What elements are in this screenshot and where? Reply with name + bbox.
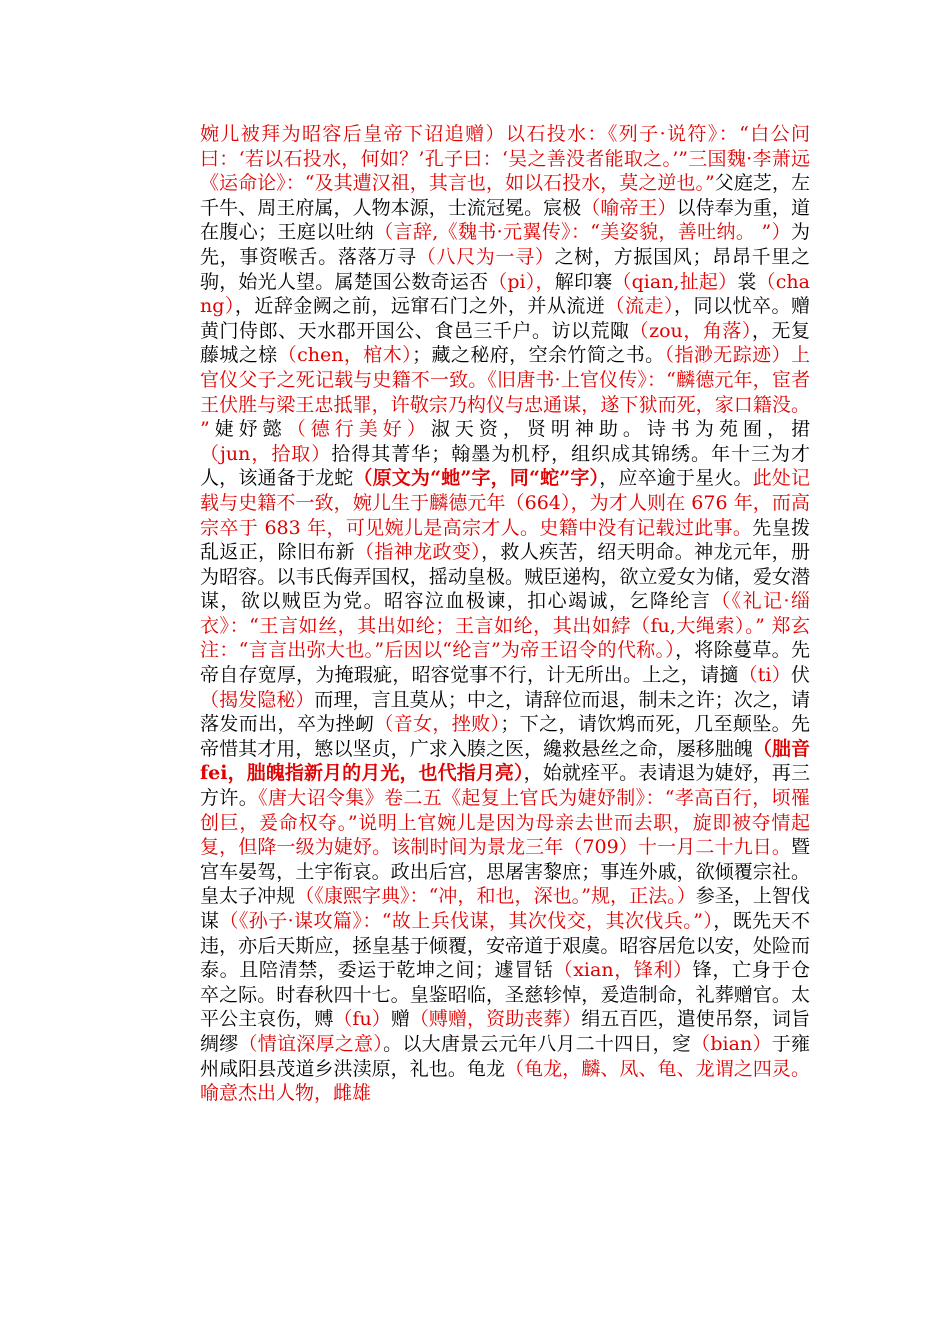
- body-text-segment: 锋，亡身于仓卒之际。时春秋四十七。皇鉴昭临，圣慈轸悼，爰造制命，礼葬赠官。太平公主哀伤，赙: [200, 959, 810, 1031]
- body-text-segment: 父庭芝，左千牛、周王府属，人物本源，士流冠冕。宸极: [200, 172, 810, 219]
- body-text-segment: ，无复藤城之榇: [200, 319, 810, 367]
- annotation-segment: （chen，棺木）: [277, 344, 413, 367]
- body-text-segment: 拾得其菁华；翰墨为机杼，组织成其锦绣。年十三为才人，该通备于龙蛇: [200, 442, 810, 490]
- annotated-epitaph-text: [200, 122, 810, 1106]
- body-text-segment: 而理，言且莫从；中之，请辞位而退，制未之许；次之，请落发而出，卒为挫衂: [200, 688, 810, 736]
- body-text-segment: ，应卒逾于星火。: [599, 467, 753, 490]
- body-text-segment: 。以大唐景云元年八月二十四日，窆: [383, 1032, 692, 1055]
- body-text-segment: 之树，方振国风；昂昂千里之驹，始光人望。属楚国公数奇运否: [200, 245, 810, 293]
- body-text-segment: 淑天资，贤明神助。诗书为苑囿，捃: [430, 418, 810, 441]
- annotation-segment: 婉儿被拜为昭容后皇帝下诏追赠）以石投水：《列子·说符》：“白公问曰：‘若以石投水，何如？’孔子曰：‘吴之善没者能取之。’”三国魏·李萧远《运命论》：“及其遭汉祖，其言也，如以石投水，莫之逆也。”: [200, 123, 810, 195]
- annotation-segment: （《礼记·缁衣》：“王言如丝，其出如纶；王言如纶，其出如綍（fu,大绳索）。” 郑玄 注：“言言出弥大也。”后因以“纶言”为帝王诏令的代称。）: [200, 590, 810, 662]
- annotation-segment: （音女，挫败）: [374, 713, 501, 736]
- body-text-segment: ，既先天不违，亦后天斯应，拯皇基于倾覆，安帝道于艰虞。昭容居危以安，处险而泰。且陪清禁，委运于乾坤之间；遽冒铦: [200, 910, 810, 982]
- annotation-segment: 此处记载与史籍不一致，婉儿生于麟德元年（664），为才人则在 676 年，而高宗卒于 683 年，可见婉儿是高宗才人。史籍中没有记载过此事。: [200, 467, 810, 539]
- annotation-segment: （chang）: [200, 270, 810, 318]
- annotation-segment: （言辞,《魏书·元翼传》：“美姿貌，善吐纳。 ”）: [374, 221, 791, 244]
- annotation-segment: （喻帝王）: [581, 196, 677, 219]
- annotation-segment: （龟龙，麟、凤、龟、龙谓之四灵。喻意杰出人物，雌雄: [200, 1057, 810, 1105]
- annotation-segment: （情谊深厚之意）: [238, 1032, 384, 1055]
- body-text-segment: 婕妤懿: [209, 418, 287, 441]
- annotation-segment: （ti）: [738, 664, 791, 687]
- body-text-segment: ，同以忧卒。赠黄门侍郎、天水郡开国公、食邑三千户。访以荒陬: [200, 295, 810, 342]
- body-text-segment: 为先，事资喉舌。落落万寻: [200, 221, 810, 268]
- body-text-segment: ，近辞金阙之前，远窜石门之外，并从流迸: [234, 295, 606, 318]
- body-text-segment: ，始就痊平。表请退为婕妤，再三方许。: [200, 762, 810, 810]
- body-text-segment: 裳: [737, 270, 757, 293]
- annotation-segment: （朏音 fei，朏魄指新月的月光，也代指月亮）: [200, 737, 810, 785]
- annotation-segment: （八尺为一寻）: [416, 245, 555, 268]
- body-text-segment: 于雍州咸阳县茂道乡洪渎原，礼也。龟龙: [200, 1032, 810, 1080]
- annotation-segment: （德行美好）: [286, 418, 431, 441]
- body-text-segment: ；藏之秘府，空余竹简之书。: [412, 344, 665, 367]
- body-text-segment: 绢五百匹，遣使吊祭，词旨绸缪: [200, 1008, 810, 1055]
- body-text-segment: ，救人疾苦，绍天明命。神龙元年，册为昭容。以韦氏侮弄国权，摇动皇极。贼臣递构，欲立爱女为储，爱女潜谋，欲以贼臣为党。昭容泣血极谏，扣心竭诚，乞降纶言: [200, 541, 810, 613]
- body-text-segment: 赠: [390, 1008, 410, 1031]
- annotation-segment: （原文为“虵”字，同“蛇”字）: [353, 467, 600, 490]
- body-text-segment: ；下之，请饮鸩而死，几至颠坠。先帝惜其才用，慜以坚贞，广求入腠之医，纔救悬丝之命，屡移朏魄: [200, 713, 810, 760]
- annotation-segment: （指神龙政变）: [354, 541, 482, 564]
- annotation-segment: （bian）: [691, 1032, 772, 1055]
- annotation-segment: （jun，拾取）: [200, 442, 332, 465]
- annotation-segment: （qian,扯起）: [612, 270, 738, 293]
- annotation-segment: （pi），: [488, 270, 555, 293]
- annotation-segment: （《孙子·谋攻篇》：“故上兵伐谋，其次伐交，其次伐兵。”）: [219, 910, 714, 932]
- body-text-segment: 伏: [790, 664, 810, 687]
- annotation-segment: （指渺无踪迹）上官仪父子之死记载与史籍不一致。《旧唐书·上官仪传》：“麟德元年，宦者王伏胜与梁王忠抵罪，许敬宗乃构仪与忠通谋，遂下狱而死，家口籍没。 ”: [200, 344, 810, 441]
- body-text-segment: 先皇拨乱返正，除旧布新: [200, 516, 810, 564]
- annotation-segment: （揭发隐秘）: [200, 688, 315, 711]
- annotation-segment: （fu）: [333, 1008, 391, 1031]
- annotation-segment: 《唐大诏令集》卷二五《起复上官氏为婕妤制》：“孝高百行，顷罹创巨，爰命权夺。”说明上官婉儿是因为母亲去世而去职，旋即被夺情起复，但降一级为婕妤。该制时间为景龙三年（709）十一月二十九日。: [200, 787, 810, 859]
- body-text-segment: ，将除蔓草。先帝自存宽厚，为掩瑕疵，昭容觉事不行，计无所出。上之，请擿: [200, 639, 810, 687]
- annotation-segment: （流走）: [605, 295, 674, 318]
- body-text-segment: 以侍奉为重，道在腹心；王庭以吐纳: [200, 196, 810, 244]
- annotation-segment: （zou，角落）: [629, 319, 752, 342]
- annotation-segment: （赙赠，资助丧葬）: [409, 1008, 582, 1031]
- body-text-segment: 参圣，上智伐谋: [200, 885, 810, 932]
- body-text-segment: 暨宫车晏驾，土宇衔哀。政出后宫，思屠害黎庶；事连外戚，欲倾覆宗社。皇太子冲规: [200, 836, 810, 908]
- annotation-segment: （《康熙字典》：“冲，和也，深也。”规，正法。）: [295, 885, 696, 908]
- body-text-segment: 解印褰: [554, 270, 613, 293]
- annotation-segment: （xian，锋利）: [553, 959, 693, 982]
